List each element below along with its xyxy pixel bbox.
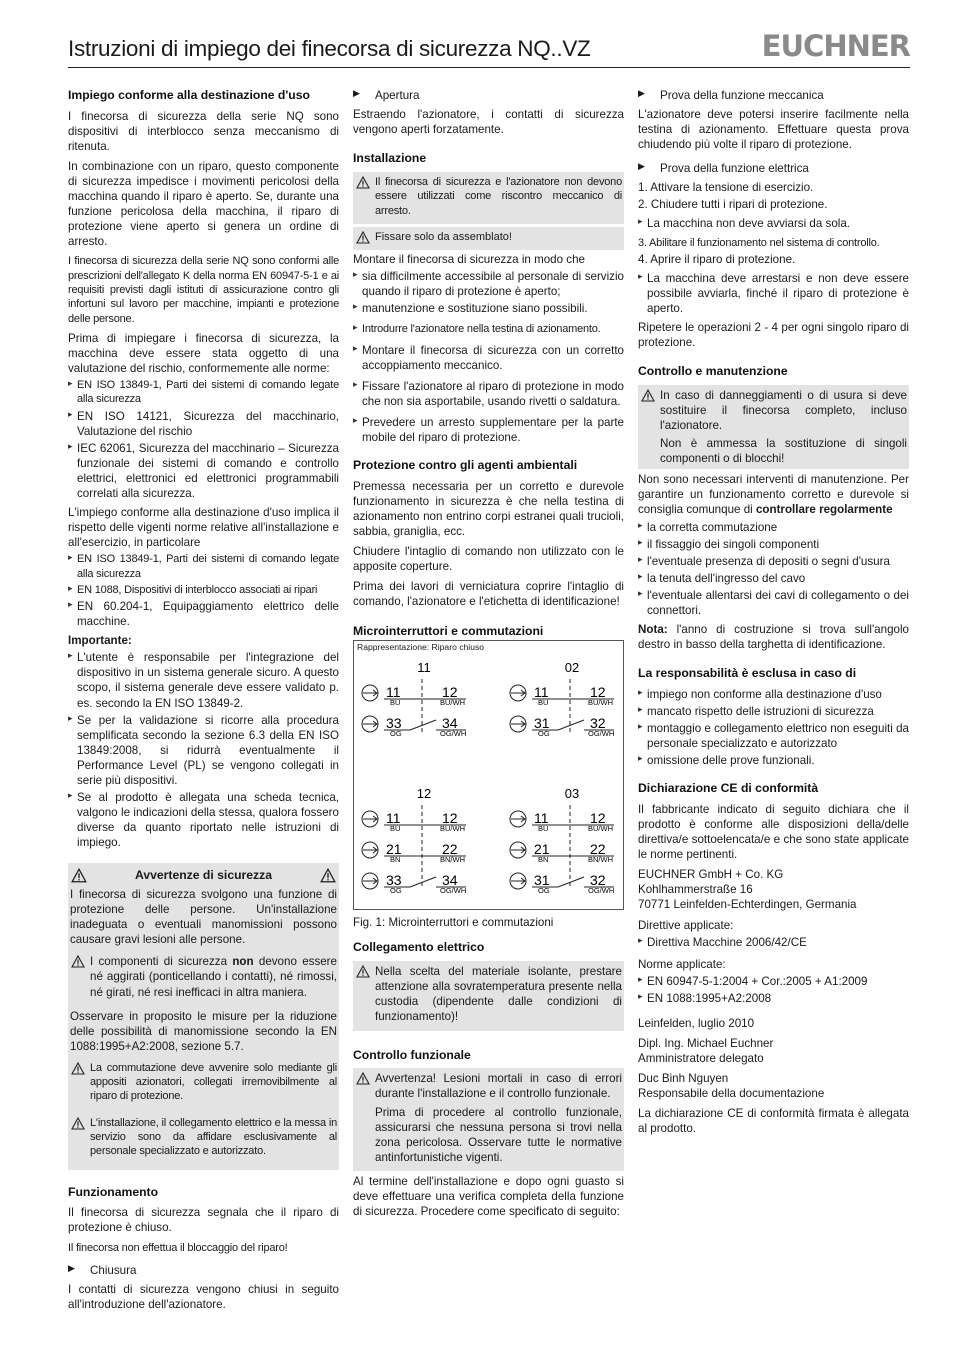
step: 4. Aprire il riparo di protezione. xyxy=(638,252,796,266)
list-item: ▸ EN 60947-5-1:2004 + Cor.:2005 + A1:2009 xyxy=(638,974,909,989)
list-item: ▸ Direttiva Macchine 2006/42/CE xyxy=(638,935,909,950)
list-item: ▸ La macchina non deve avviarsi da sola. xyxy=(638,216,909,231)
list-item: ▸ EN 60.204-1, Equipaggiamento elettrico delle macchine. xyxy=(68,599,339,629)
wire-color: BN xyxy=(390,855,401,865)
list-item: ▸ EN ISO 14121, Sicurezza del macchinario, Valutazione del rischio xyxy=(68,409,339,439)
warning-note: L'installazione, il collegamento elettrico e la messa in servizio sono da affidare esclusivamente al personale specializzato e autorizzato. xyxy=(68,1113,339,1165)
list-item: ▸ l'eventuale presenza di depositi o segni d'usura xyxy=(638,554,909,569)
list-item: ▸ Prevedere un arresto supplementare per la parte mobile del riparo di protezione. xyxy=(353,415,624,445)
paragraph: Premessa necessaria per un corretto e durevole funzionamento in sicurezza è che nella testina di azionamento non entrino corpi estranei quali trucioli, sabbia, graniglia, ecc. xyxy=(353,480,624,539)
norms-list xyxy=(638,974,909,1006)
actuator-arrow xyxy=(363,878,377,884)
heading-function: Funzionamento xyxy=(68,1184,159,1199)
paragraph: L'impiego conforme alla destinazione d'uso implica il rispetto delle vigenti norme relative all'installazione e all'esercizio, in particolare xyxy=(68,506,339,550)
terminal-number: 12 xyxy=(442,684,458,701)
heading-ce-declaration: Dichiarazione CE di conformità xyxy=(638,781,819,796)
wire-color: BU/WH xyxy=(440,698,465,708)
wire-color: BN/WH xyxy=(440,855,465,865)
manufacturer-address: EUCHNER GmbH + Co. KG Kohlhammerstraße 16 70771 Leinfelden-Echterdingen, Germania xyxy=(638,868,857,912)
installation-list xyxy=(353,269,624,445)
list-item: ▸ la corretta commutazione xyxy=(638,520,909,535)
terminal-number: 11 xyxy=(386,810,401,827)
heading-maintenance: Controllo e manutenzione xyxy=(638,364,788,379)
wire-color: BU xyxy=(390,698,401,708)
paragraph: Il finecorsa di sicurezza segnala che il riparo di protezione è chiuso. xyxy=(68,1206,339,1235)
place-date: Leinfelden, luglio 2010 xyxy=(638,1016,755,1030)
closing-label: ▶ Chiusura xyxy=(68,1263,339,1278)
list-item: ▸ la tenuta dell'ingresso del cavo xyxy=(638,571,909,586)
list-item: ▸ EN 1088:1995+A2:2008 xyxy=(638,991,909,1006)
wire-color: BN xyxy=(538,855,549,865)
terminal-number: 12 xyxy=(590,684,606,701)
step: 2. Chiudere tutti i ripari di protezione. xyxy=(638,198,828,212)
warning-note: Fissare solo da assemblato! xyxy=(353,227,624,250)
terminal-number: 33 xyxy=(386,872,402,889)
paragraph: Non sono necessari interventi di manutenzione. Per garantire un funzionamento corretto e durevole si consiglia comunque di controllare regolarmente xyxy=(638,473,909,517)
wire-color: BU xyxy=(538,824,549,834)
result-list xyxy=(638,216,909,231)
warning-note: Avvertenza! Lesioni mortali in caso di errori durante l'installazione e il controllo funzionale. Prima di procedere al controllo funzionale, assicurarsi che nessuna persona si trovi nella zona pericolosa. Osservare tutte le normative antinfortunistiche vigenti. xyxy=(353,1068,624,1170)
important-label: Importante: xyxy=(68,634,132,648)
list-item: ▸ mancato rispetto delle istruzioni di sicurezza xyxy=(638,704,909,719)
terminal-number: 33 xyxy=(386,715,402,732)
safety-warnings-box xyxy=(68,863,339,1169)
list-item: ▸ impiego non conforme alla destinazione d'uso xyxy=(638,687,909,702)
warning-note: I componenti di sicurezza non devono essere né aggirati (ponticellando i contatti), né rimossi, né girati, né resi inefficaci in altra maniera. xyxy=(68,951,339,1005)
list-item: ▸ L'utente è responsabile per l'integrazione del dispositivo in un sistema generale sicuro. A questo scopo, il sistema generale deve essere validato p. es. secondo la EN ISO 13849-2. xyxy=(68,650,339,710)
switch-variant-title: 11 xyxy=(417,660,431,676)
page-header xyxy=(68,30,910,68)
terminal-number: 21 xyxy=(386,841,402,858)
safety-heading-text: Avvertenze di sicurezza xyxy=(134,868,273,883)
warning-icon xyxy=(356,965,370,978)
paragraph: Il fabbricante indicato di seguito dichiara che il prodotto è conforme alle disposizioni della/delle direttiva/e sottoelencata/e e che sono state applicate le norme pertinenti. xyxy=(638,803,909,862)
terminal-number: 11 xyxy=(386,684,401,701)
result-list-2 xyxy=(638,271,909,316)
terminal-number: 32 xyxy=(590,715,606,732)
list-item: ▸ sia difficilmente accessibile al personale di servizio quando il riparo di protezione è aperto; xyxy=(353,269,624,299)
terminal-number: 22 xyxy=(442,841,458,858)
contact-blade xyxy=(410,720,436,730)
step: 3. Abilitare il funzionamento nel sistema di controllo. xyxy=(638,236,880,249)
terminal-number: 32 xyxy=(590,872,606,889)
warning-icon xyxy=(356,231,370,244)
electrical-test-label: ▶ Prova della funzione elettrica xyxy=(638,161,909,176)
list-item: ▸ Se al prodotto è allegata una scheda tecnica, valgono le indicazioni della stessa, qualora fossero diverse da quanto riportato nelle istruzioni di impiego. xyxy=(68,790,339,850)
switch-variant-title: 12 xyxy=(416,786,432,802)
norms-label: Norme applicate: xyxy=(638,957,726,971)
wire-color: OG xyxy=(538,886,550,896)
maintenance-list xyxy=(638,520,909,618)
terminal-number: 11 xyxy=(534,684,549,701)
contact-blade xyxy=(558,720,584,730)
wire-color: BU/WH xyxy=(440,824,465,834)
mechanical-test-label: ▶ Prova della funzione meccanica xyxy=(638,88,909,103)
step: 1. Attivare la tensione di esercizio. xyxy=(638,181,814,195)
wire-color: BU/WH xyxy=(588,698,613,708)
test-steps xyxy=(638,180,909,212)
heading-intended-use: Impiego conforme alla destinazione d'uso xyxy=(68,88,310,102)
list-item: ▸ IEC 62061, Sicurezza del macchinario – Sicurezza funzionale dei sistemi di comando e controllo elettrici, elettronici ed elettronici programmabili correlati alla sicurezza. xyxy=(68,441,339,501)
paragraph: Prima di impiegare i finecorsa di sicurezza, la macchina deve essere stata oggetto di una valutazione del rischio, conformemente alle norme: xyxy=(68,331,339,376)
paragraph: I finecorsa di sicurezza della serie NQ sono dispositivi di interblocco senza meccanismo di ritenuta. xyxy=(68,109,339,153)
switch-variant-title: 02 xyxy=(564,660,580,676)
switching-diagram xyxy=(353,640,624,910)
paragraph: Prima dei lavori di verniciatura coprire l'intaglio di comando, l'azionatore e l'etichetta di identificazione! xyxy=(353,580,624,609)
paragraph: L'azionatore deve potersi inserire facilmente nella testina di azionamento. Effettuare questa prova chiudendo più volte il riparo di protezione. xyxy=(638,108,909,152)
signatory-1: Dipl. Ing. Michael Euchner Amministratore delegato xyxy=(638,1036,774,1065)
terminal-number: 22 xyxy=(590,841,606,858)
wire-color: OG/WH xyxy=(588,886,615,896)
standards-list xyxy=(68,378,339,501)
euchner-logo: EUCHNER xyxy=(761,29,910,63)
wire-color: OG xyxy=(390,886,402,896)
actuator-arrow xyxy=(363,847,377,853)
terminal-number: 21 xyxy=(534,841,550,858)
warning-note: Il finecorsa di sicurezza e l'azionatore non devono essere utilizzati come riscontro meccanico di arresto. xyxy=(353,172,624,224)
wire-color: BU xyxy=(538,698,549,708)
terminal-number: 34 xyxy=(442,715,458,732)
directives-list xyxy=(638,935,909,950)
heading-functional-check: Controllo funzionale xyxy=(353,1047,471,1062)
wire-color: BN/WH xyxy=(588,855,613,865)
list-item: ▸ manutenzione e sostituzione siano possibili. xyxy=(353,301,624,316)
list-item: ▸ Se per la validazione si ricorre alla procedura semplificata secondo la sezione 6.3 della EN ISO 13849:2008, si ridurrà eventualmente il Performance Level (PL) se vengono collegati in serie più dispositivi. xyxy=(68,713,339,788)
list-item: ▸ Introdurre l'azionatore nella testina di azionamento. xyxy=(353,322,624,336)
contact-blade xyxy=(558,877,584,887)
warning-icon xyxy=(71,955,85,968)
paragraph: I finecorsa di sicurezza della serie NQ sono conformi alle prescrizioni dell'allegato K della norma EN 60947-5-1 e ai requisiti previsti dagli istituti di assicurazione contro gli infortuni sul lavoro per macchine, impianti e protezione delle persone. xyxy=(68,255,339,325)
wire-color: OG xyxy=(538,729,550,739)
wire-color: BU xyxy=(390,824,401,834)
actuator-arrow xyxy=(511,690,525,696)
paragraph: La dichiarazione CE di conformità firmata è allegata al prodotto. xyxy=(638,1107,909,1136)
wire-color: OG xyxy=(390,729,402,739)
actuator-arrow xyxy=(511,816,525,822)
list-item: ▸ l'eventuale allentarsi dei cavi di collegamento o dei connettori. xyxy=(638,588,909,618)
list-item: ▸ EN ISO 13849-1, Parti dei sistemi di comando legate alla sicurezza xyxy=(68,378,339,407)
warning-note: La commutazione deve avvenire solo mediante gli appositi azionatori, collegati irremovibilmente al riparo di protezione. xyxy=(68,1058,339,1110)
signatory-2: Duc Binh Nguyen Responsabile della documentazione xyxy=(638,1072,825,1101)
list-item: ▸ montaggio e collegamento elettrico non eseguiti da personale specializzato e autorizzato xyxy=(638,721,909,751)
diagram-caption-top: Rappresentazione: Riparo chiuso xyxy=(357,642,485,653)
actuator-arrow xyxy=(511,878,525,884)
warning-icon xyxy=(71,868,87,883)
wire-color: OG/WH xyxy=(440,729,467,739)
paragraph: Chiudere l'intaglio di comando non utilizzato con le apposite coperture. xyxy=(353,545,624,574)
list-item: ▸ EN ISO 13849-1, Parti dei sistemi di comando legate alla sicurezza xyxy=(68,552,339,581)
paragraph: Il finecorsa non effettua il bloccaggio del riparo! xyxy=(68,1241,288,1254)
heading-installation: Installazione xyxy=(353,151,427,166)
note-paragraph: Nota: l'anno di costruzione si trova sull'angolo destro in basso della targhetta di identificazione. xyxy=(638,622,909,651)
list-item: ▸ Montare il finecorsa di sicurezza con un corretto accoppiamento meccanico. xyxy=(353,343,624,373)
warning-icon xyxy=(320,868,336,883)
paragraph: Al termine dell'installazione e dopo ogni guasto si deve effettuare una verifica completa della funzione di sicurezza. Procedere come specificato di seguito: xyxy=(353,1174,624,1218)
terminal-number: 11 xyxy=(534,810,549,827)
standards-list-2 xyxy=(68,552,339,629)
directives-label: Direttive applicate: xyxy=(638,918,734,932)
figure-caption: Fig. 1: Microinterruttori e commutazioni xyxy=(353,916,554,930)
liability-list xyxy=(638,687,909,768)
page-title: Istruzioni di impiego dei finecorsa di sicurezza NQ..VZ xyxy=(68,36,591,61)
terminal-number: 12 xyxy=(442,810,458,827)
heading-electrical: Collegamento elettrico xyxy=(353,940,485,955)
terminal-number: 31 xyxy=(534,872,550,889)
terminal-number: 34 xyxy=(442,872,458,889)
wire-color: OG/WH xyxy=(588,729,615,739)
warning-note: In caso di danneggiamenti o di usura si deve sostituire il finecorsa completo, incluso l'azionatore. Non è ammessa la sostituzione di singoli componenti o di blocchi! xyxy=(638,385,909,469)
safety-warnings-heading xyxy=(68,863,339,887)
opening-label: ▶ Apertura xyxy=(353,88,624,103)
list-item: ▸ omissione delle prove funzionali. xyxy=(638,753,909,768)
list-item: ▸ EN 1088, Dispositivi di interblocco associati ai ripari xyxy=(68,583,339,597)
warning-icon xyxy=(356,176,370,189)
list-item: ▸ La macchina deve arrestarsi e non deve essere possibile avviarla, finché il riparo di protezione è aperto. xyxy=(638,271,909,316)
heading-microswitches: Microinterruttori e commutazioni xyxy=(353,623,544,638)
actuator-arrow xyxy=(363,721,377,727)
actuator-arrow xyxy=(363,816,377,822)
paragraph: In combinazione con un riparo, questo componente di sicurezza impedisce i movimenti pericolosi della macchina quando il riparo è aperto. Se, durante una funzione pericolosa della macchina, il riparo di protezione viene aperto si genera un ordine di arresto. xyxy=(68,160,339,249)
important-list xyxy=(68,650,339,850)
list-item: ▸ il fissaggio dei singoli componenti xyxy=(638,537,909,552)
paragraph: I finecorsa di sicurezza svolgono una funzione di protezione delle persone. Un'installazione inadeguata o eventuali manomissioni possono causare gravi lesioni alle persone. xyxy=(70,888,337,947)
heading-environment: Protezione contro gli agenti ambientali xyxy=(353,458,578,473)
paragraph: Osservare in proposito le misure per la riduzione delle possibilità di manomissione secondo la EN 1088:1995+A2:2008, sezione 5.7. xyxy=(70,1009,337,1053)
actuator-arrow xyxy=(363,690,377,696)
terminal-number: 31 xyxy=(534,715,550,732)
wire-color: BU/WH xyxy=(588,824,613,834)
heading-liability: La responsabilità è esclusa in caso di xyxy=(638,666,857,681)
paragraph: Estraendo l'azionatore, i contatti di sicurezza vengono aperti forzatamente. xyxy=(353,108,624,137)
paragraph: Montare il finecorsa di sicurezza in modo che xyxy=(353,253,585,267)
column-right xyxy=(638,88,909,1141)
column-middle xyxy=(353,88,624,1224)
switch-variant-title: 03 xyxy=(564,786,580,802)
paragraph: Ripetere le operazioni 2 - 4 per ogni singolo riparo di protezione. xyxy=(638,321,909,350)
warning-note: Nella scelta del materiale isolante, prestare attenzione alla sovratemperatura presente nella custodia (dipendente dalle condizioni di funzionamento)! xyxy=(353,961,624,1030)
contact-blade xyxy=(410,877,436,887)
terminal-number: 12 xyxy=(590,810,606,827)
warning-icon xyxy=(71,1062,85,1075)
test-steps-2 xyxy=(638,236,909,267)
column-left xyxy=(68,88,339,1317)
contact-diagram-svg xyxy=(354,641,623,909)
list-item: ▸ Fissare l'azionatore al riparo di protezione in modo che non sia asportabile, usando rivetti o saldatura. xyxy=(353,379,624,409)
actuator-arrow xyxy=(511,847,525,853)
wire-color: OG/WH xyxy=(440,886,467,896)
paragraph: I contatti di sicurezza vengono chiusi in seguito all'introduzione dell'azionatore. xyxy=(68,1282,339,1311)
warning-icon xyxy=(356,1072,370,1085)
actuator-arrow xyxy=(511,721,525,727)
warning-icon xyxy=(641,389,655,402)
warning-icon xyxy=(71,1117,85,1130)
